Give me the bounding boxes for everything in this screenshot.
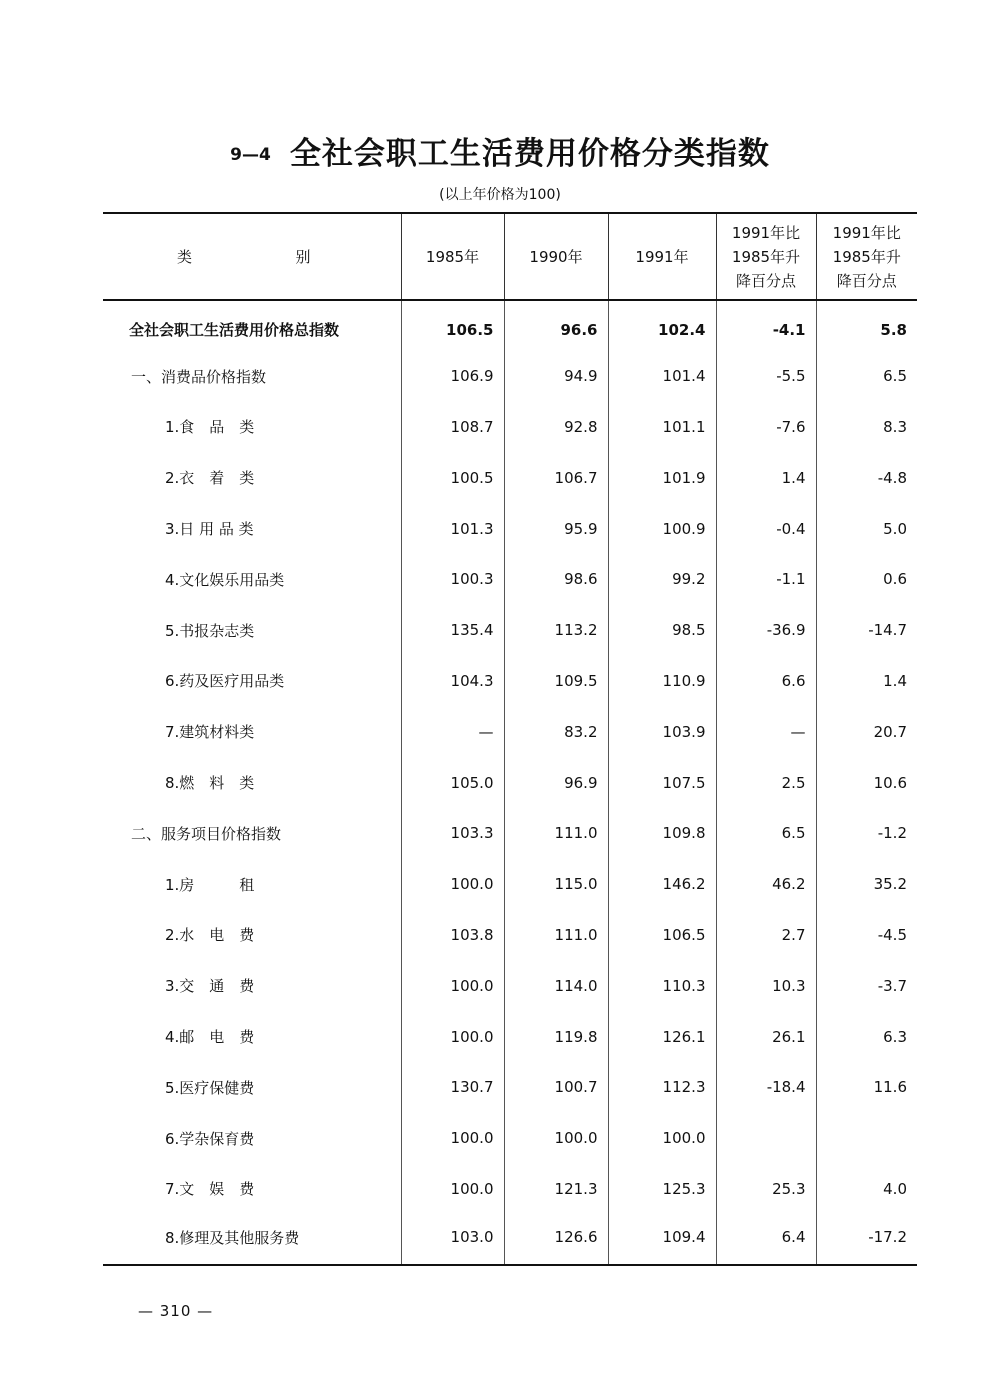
table-row: [103, 351, 917, 402]
cell-1990: 95.9: [504, 503, 608, 554]
cell-change-b: [816, 1113, 917, 1164]
cell-change-b: -3.7: [816, 960, 917, 1011]
table-row: [103, 452, 917, 503]
table-row: [103, 605, 917, 656]
row-label: 全社会职工生活费用价格总指数: [129, 321, 340, 340]
header-category-left: 类: [177, 247, 193, 266]
cell-1990: 83.2: [504, 706, 608, 757]
cell-1990: 109.5: [504, 656, 608, 707]
row-label: 2.水 电 费: [165, 926, 255, 945]
cell-change-a: 6.4: [716, 1214, 816, 1265]
cell-1985: 108.7: [401, 402, 504, 453]
table-row: [103, 1062, 917, 1113]
cell-1990: 119.8: [504, 1011, 608, 1062]
cell-change-b: 8.3: [816, 402, 917, 453]
cell-change-a: -1.1: [716, 554, 816, 605]
cell-change-a: -7.6: [716, 402, 816, 453]
header-1985: 1985年: [401, 213, 504, 300]
row-label: 5.医疗保健费: [165, 1078, 255, 1097]
header-category-right: 别: [295, 247, 311, 266]
cell-change-b: 0.6: [816, 554, 917, 605]
row-label: 1.房 租: [165, 875, 255, 894]
cell-1991: 109.4: [608, 1214, 716, 1265]
cell-1991: 99.2: [608, 554, 716, 605]
table-row: [103, 503, 917, 554]
row-label: 5.书报杂志类: [165, 621, 255, 640]
cell-change-b: 5.8: [816, 300, 917, 351]
cell-1990: 126.6: [504, 1214, 608, 1265]
cell-1985: 101.3: [401, 503, 504, 554]
cell-1985: 135.4: [401, 605, 504, 656]
cell-1990: 98.6: [504, 554, 608, 605]
cell-1991: 146.2: [608, 859, 716, 910]
header-change-b: [816, 213, 917, 300]
table-row: [103, 808, 917, 859]
row-label: 二、服务项目价格指数: [131, 824, 282, 843]
page-title: [0, 128, 1000, 173]
cell-change-b: -14.7: [816, 605, 917, 656]
cell-1985: 105.0: [401, 757, 504, 808]
row-label: 3.日 用 品 类: [165, 520, 254, 539]
header-1991: 1991年: [608, 213, 716, 300]
table-row: [103, 554, 917, 605]
cell-1990: 96.9: [504, 757, 608, 808]
page-number: — 310 —: [138, 1302, 214, 1320]
cell-change-a: -0.4: [716, 503, 816, 554]
cell-1991: 100.0: [608, 1113, 716, 1164]
row-label: 8.燃 料 类: [165, 774, 255, 793]
table-row: [103, 1214, 917, 1265]
table-row: [103, 402, 917, 453]
cell-1991: 101.1: [608, 402, 716, 453]
cell-1990: 111.0: [504, 910, 608, 961]
row-label: 4.文化娱乐用品类: [165, 570, 285, 589]
header-change-a-line3: 降百分点: [735, 271, 796, 290]
cell-change-a: 10.3: [716, 960, 816, 1011]
cell-change-a: 25.3: [716, 1164, 816, 1215]
cell-1990: 111.0: [504, 808, 608, 859]
cell-change-b: 6.5: [816, 351, 917, 402]
cell-1991: 109.8: [608, 808, 716, 859]
header-change-a-line2: 1985年升: [731, 247, 801, 266]
table-row: [103, 757, 917, 808]
cell-1990: 100.7: [504, 1062, 608, 1113]
cell-change-b: -1.2: [816, 808, 917, 859]
table-body: [103, 300, 917, 1265]
cell-1985: 104.3: [401, 656, 504, 707]
cell-1985: 100.0: [401, 960, 504, 1011]
table-row: [103, 1011, 917, 1062]
cell-change-a: 2.7: [716, 910, 816, 961]
cell-1985: 106.9: [401, 351, 504, 402]
cell-1991: 102.4: [608, 300, 716, 351]
row-label: 6.学杂保育费: [165, 1129, 255, 1148]
cell-1990: 121.3: [504, 1164, 608, 1215]
cell-change-a: 2.5: [716, 757, 816, 808]
cell-change-a: 6.6: [716, 656, 816, 707]
cell-1990: 96.6: [504, 300, 608, 351]
row-label: 4.邮 电 费: [165, 1028, 255, 1047]
cell-change-b: -4.5: [816, 910, 917, 961]
cell-change-b: 4.0: [816, 1164, 917, 1215]
table-row: [103, 1164, 917, 1215]
cell-1991: 112.3: [608, 1062, 716, 1113]
table-row: [103, 859, 917, 910]
price-index-table: [103, 212, 917, 1266]
cell-change-a: 46.2: [716, 859, 816, 910]
cell-change-b: 10.6: [816, 757, 917, 808]
header-row: [103, 213, 917, 300]
cell-change-b: -17.2: [816, 1214, 917, 1265]
cell-1985: 100.3: [401, 554, 504, 605]
cell-1985: 100.0: [401, 1164, 504, 1215]
cell-1985: 103.8: [401, 910, 504, 961]
cell-change-a: 1.4: [716, 452, 816, 503]
table-row: [103, 706, 917, 757]
cell-1991: 110.3: [608, 960, 716, 1011]
cell-1991: 103.9: [608, 706, 716, 757]
header-change-b-line1: 1991年比: [832, 223, 901, 242]
cell-1990: 113.2: [504, 605, 608, 656]
cell-1991: 106.5: [608, 910, 716, 961]
cell-1985: —: [401, 706, 504, 757]
cell-1985: 130.7: [401, 1062, 504, 1113]
cell-1985: 100.0: [401, 1011, 504, 1062]
cell-change-b: -4.8: [816, 452, 917, 503]
cell-change-a: [716, 1113, 816, 1164]
table-row: [103, 300, 917, 351]
cell-1991: 107.5: [608, 757, 716, 808]
table-row: [103, 960, 917, 1011]
cell-change-a: 6.5: [716, 808, 816, 859]
header-category: [103, 213, 401, 300]
table-row: [103, 1113, 917, 1164]
cell-1985: 100.0: [401, 1113, 504, 1164]
cell-1991: 101.4: [608, 351, 716, 402]
cell-1990: 114.0: [504, 960, 608, 1011]
row-label: 7.建筑材料类: [165, 723, 255, 742]
cell-change-b: 5.0: [816, 503, 917, 554]
row-label: 一、消费品价格指数: [131, 367, 267, 386]
cell-1991: 100.9: [608, 503, 716, 554]
header-change-a-line1: 1991年比: [731, 223, 801, 242]
cell-1985: 106.5: [401, 300, 504, 351]
cell-change-a: -36.9: [716, 605, 816, 656]
cell-change-a: 26.1: [716, 1011, 816, 1062]
cell-1990: 100.0: [504, 1113, 608, 1164]
table-row: [103, 910, 917, 961]
cell-1985: 100.0: [401, 859, 504, 910]
cell-change-a: -5.5: [716, 351, 816, 402]
row-label: 7.文 娱 费: [165, 1180, 255, 1199]
cell-1990: 106.7: [504, 452, 608, 503]
cell-1991: 98.5: [608, 605, 716, 656]
cell-change-b: 20.7: [816, 706, 917, 757]
cell-change-a: -18.4: [716, 1062, 816, 1113]
row-label: 8.修理及其他服务费: [103, 1214, 401, 1265]
row-label: 3.交 通 费: [165, 977, 255, 996]
cell-change-a: —: [716, 706, 816, 757]
cell-1990: 92.8: [504, 402, 608, 453]
cell-change-b: 11.6: [816, 1062, 917, 1113]
table-number: 9—4: [230, 144, 271, 165]
cell-1990: 94.9: [504, 351, 608, 402]
cell-change-a: -4.1: [716, 300, 816, 351]
row-label: 2.衣 着 类: [165, 469, 255, 488]
header-change-b-line3: 降百分点: [836, 271, 897, 290]
cell-1985: 103.0: [401, 1214, 504, 1265]
cell-change-b: 6.3: [816, 1011, 917, 1062]
header-1990: 1990年: [504, 213, 608, 300]
cell-1990: 115.0: [504, 859, 608, 910]
cell-1991: 101.9: [608, 452, 716, 503]
cell-change-b: 1.4: [816, 656, 917, 707]
row-label: 6.药及医疗用品类: [165, 672, 285, 691]
table-subtitle: (以上年价格为100): [439, 187, 561, 203]
header-change-b-line2: 1985年升: [832, 247, 901, 266]
cell-1985: 103.3: [401, 808, 504, 859]
header-change-a: [716, 213, 816, 300]
cell-change-b: 35.2: [816, 859, 917, 910]
row-label: 1.食 品 类: [165, 418, 255, 437]
cell-1991: 125.3: [608, 1164, 716, 1215]
table-title: 全社会职工生活费用价格分类指数: [289, 136, 770, 172]
cell-1985: 100.5: [401, 452, 504, 503]
table-row: [103, 656, 917, 707]
cell-1991: 126.1: [608, 1011, 716, 1062]
cell-1991: 110.9: [608, 656, 716, 707]
